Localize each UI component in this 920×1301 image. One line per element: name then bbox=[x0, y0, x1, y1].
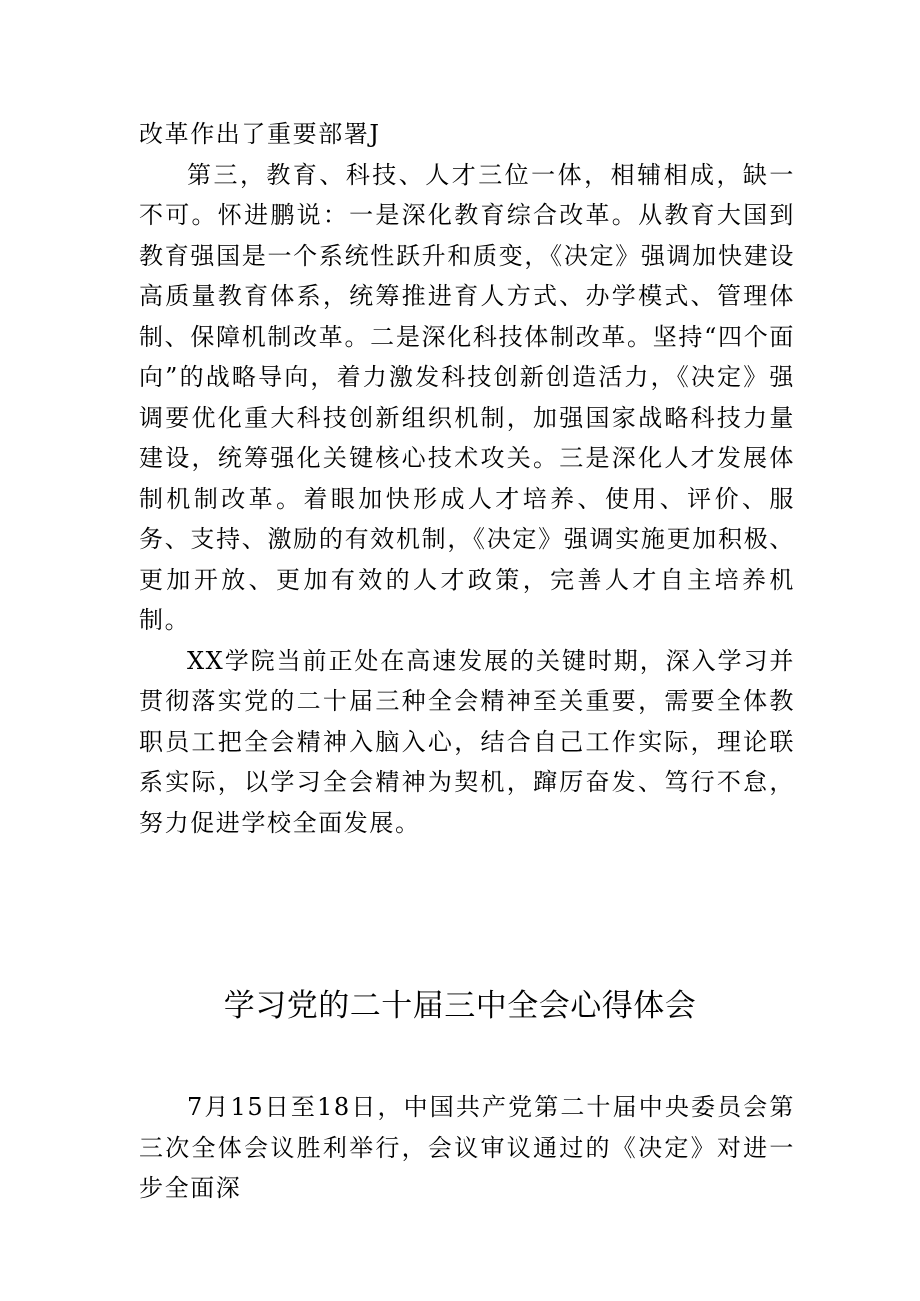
section-title: 学习党的二十届三中全会心得体会 bbox=[223, 988, 697, 1024]
paragraph-college: XX学院当前正处在高速发展的关键时期，深入学习并贯彻落实党的二十届三种全会精神至关重要，需要全体教职员工把全会精神入脑入心，结合自己工作实际，理论联系实际，以学习全会精神为契机，蹿厉奋发、笃行不怠，努力促进学校全面发展。 bbox=[139, 646, 795, 837]
top-text-block bbox=[139, 114, 795, 843]
paragraph-opening: 7月15日至18日，中国共产党第二十届中央委员会第三次全体会议胜利举行，会议审议通过的《决定》对进一步全面深 bbox=[139, 1093, 795, 1202]
paragraph-third-point: 第三，教育、科技、人才三位一体，相辅相成，缺一不可。怀进鹏说：一是深化教育综合改革。从教育大国到教育强国是一个系统性跃升和质变，《决定》强调加快建设高质量教育体系，统筹推进育人方式、办学模式、管理体制、保障机制改革。二是深化科技体制改革。坚持“四个面向”的战略导向，着力激发科技创新创造活力，《决定》强调要优化重大科技创新组织机制，加强国家战略科技力量建设，统筹强化关键核心技术攻关。三是深化人才发展体制机制改革。着眼加快形成人才培养、使用、评价、服务、支持、激励的有效机制，《决定》强调实施更加积极、更加开放、更加有效的人才政策，完善人才自主培养机制。 bbox=[139, 160, 795, 634]
paragraph-continuation: 改革作出了重要部署J bbox=[139, 120, 381, 148]
bottom-text-block bbox=[139, 1087, 795, 1209]
